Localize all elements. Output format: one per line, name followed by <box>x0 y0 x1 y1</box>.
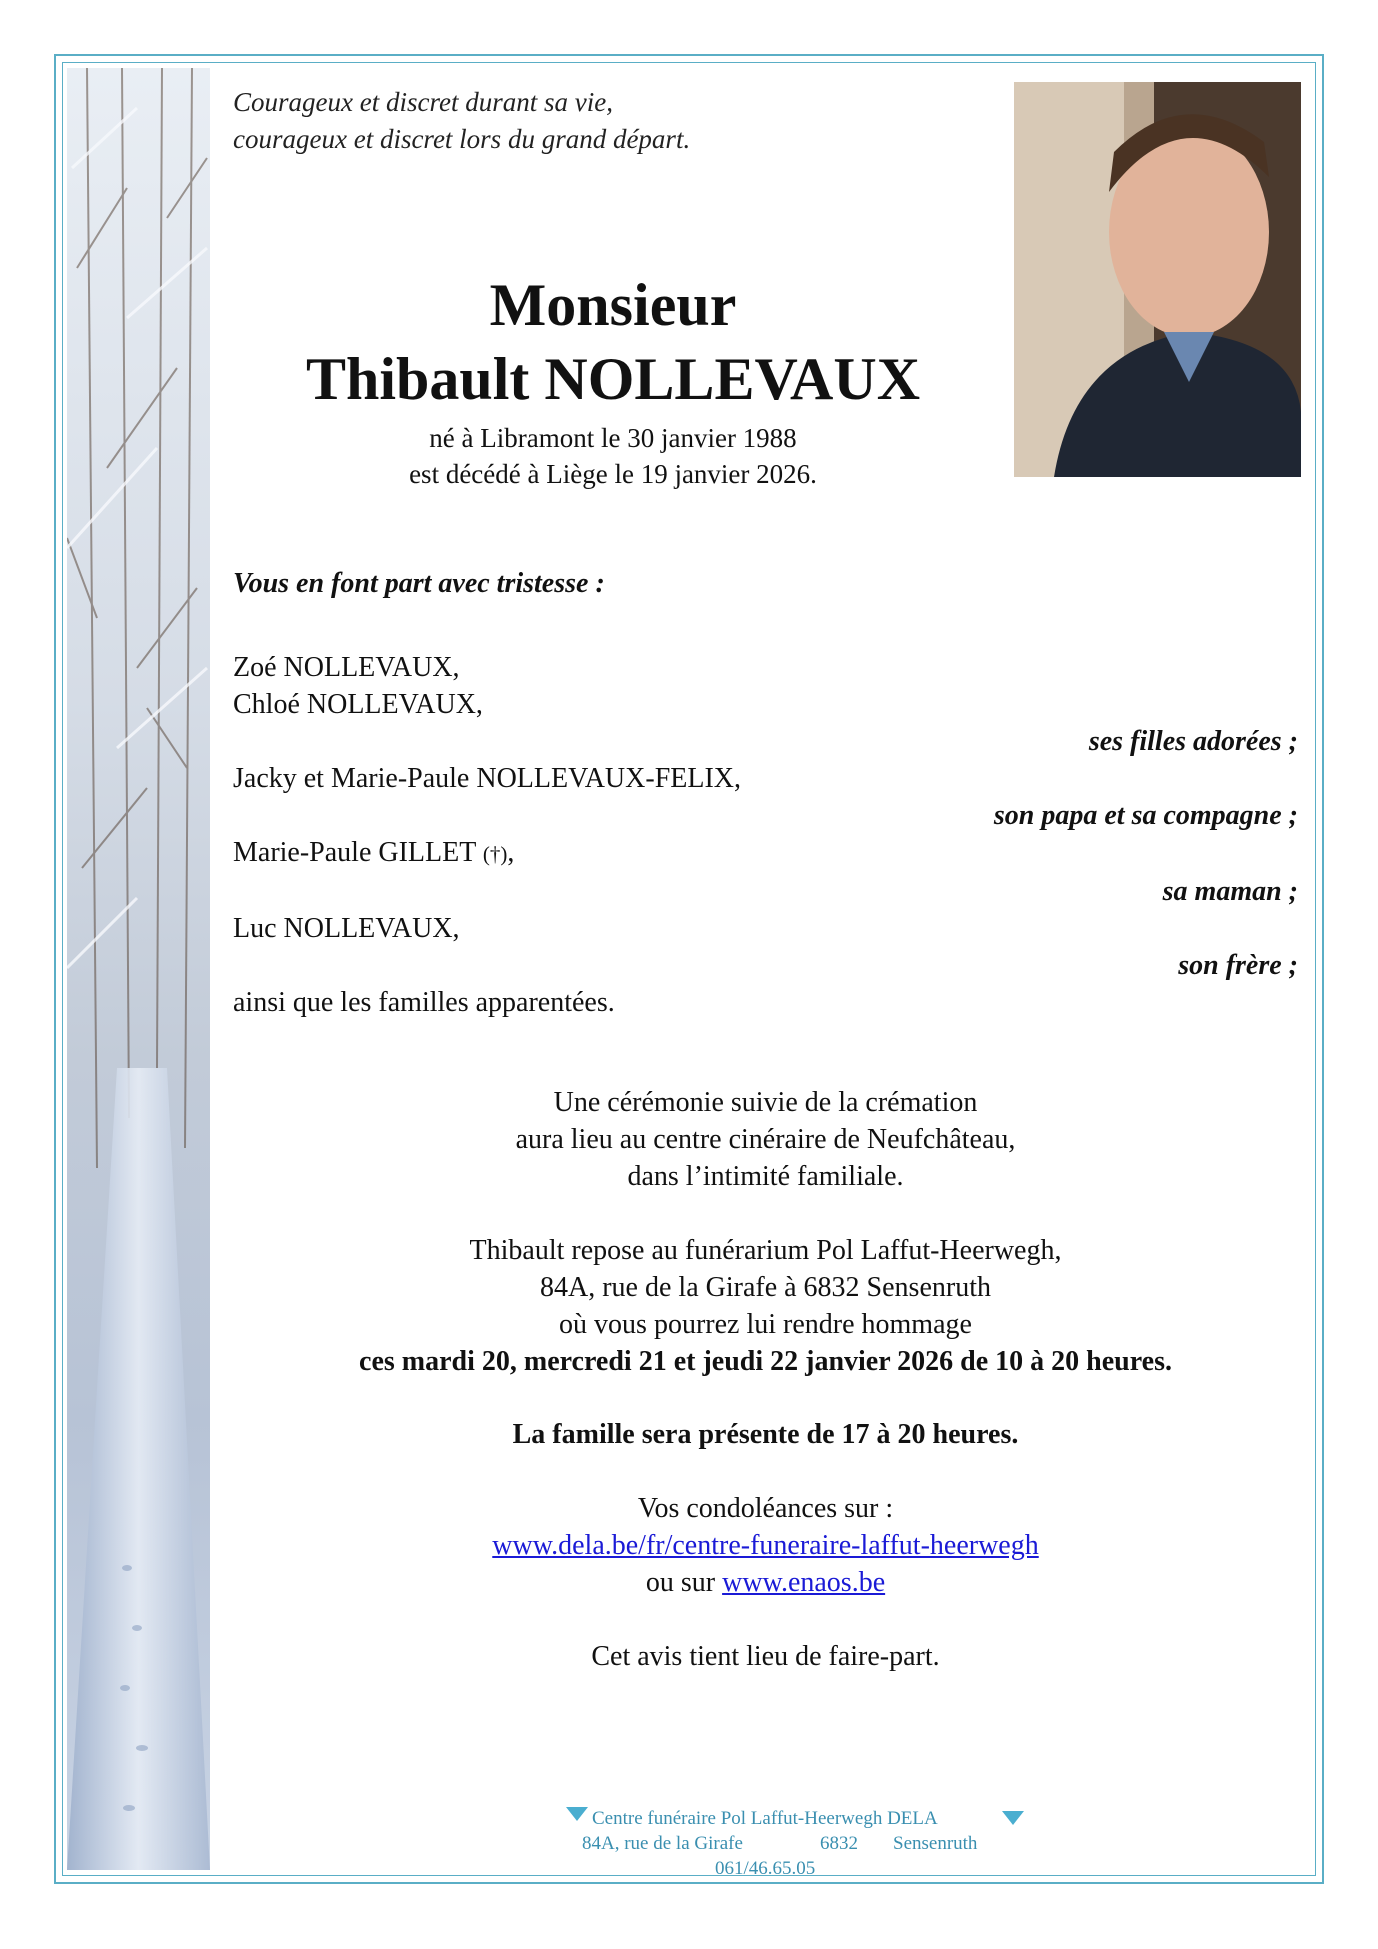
verse-line: courageux et discret lors du grand départ. <box>233 124 691 154</box>
honorific: Monsieur <box>489 272 737 338</box>
relation-label: ses filles adorées ; <box>1088 726 1298 757</box>
relation-label: son papa et sa compagne ; <box>993 800 1298 831</box>
life-dates <box>233 420 993 492</box>
announcement: Vous en font part avec tristesse : <box>233 568 605 599</box>
relation-label: son frère ; <box>1178 950 1298 981</box>
company-city: Sensenruth <box>893 1833 978 1854</box>
family-member <box>233 834 1298 873</box>
portrait-photo <box>1014 82 1301 477</box>
company-phone: 061/46.65.05 <box>715 1858 816 1879</box>
dela-logo-icon <box>566 1807 588 1821</box>
member-name: Marie-Paule GILLET <box>233 837 476 868</box>
ceremony-line: Une cérémonie suivie de la crémation <box>553 1087 978 1118</box>
family-member: Chloé NOLLEVAUX, <box>233 689 483 720</box>
or-text: ou sur <box>645 1567 723 1598</box>
winter-forest-image <box>67 68 210 1870</box>
company-name: Centre funéraire Pol Laffut-Heerwegh DELA <box>592 1808 938 1829</box>
company-street: 84A, rue de la Girafe <box>582 1833 743 1854</box>
condolences-intro: Vos condoléances sur : <box>637 1493 894 1524</box>
condolences-info <box>233 1490 1298 1601</box>
family-member: Luc NOLLEVAUX, <box>233 913 460 944</box>
death-line: est décédé à Liège le 19 janvier 2026. <box>409 459 817 489</box>
family-list <box>233 649 1298 1021</box>
viewing-line: Thibault repose au funérarium Pol Laffut-Heerwegh, <box>469 1235 1062 1266</box>
epitaph-verse <box>233 84 953 158</box>
family-others: ainsi que les familles apparentées. <box>233 987 615 1018</box>
viewing-line: 84A, rue de la Girafe à 6832 Sensenruth <box>540 1272 991 1303</box>
dela-link[interactable]: www.dela.be/fr/centre-funeraire-laffut-heerwegh <box>492 1530 1039 1561</box>
ceremony-line: aura lieu au centre cinéraire de Neufchâteau, <box>515 1124 1016 1155</box>
deceased-name: Thibault NOLLEVAUX <box>305 346 921 412</box>
company-postcode: 6832 <box>820 1833 858 1854</box>
family-member: Jacky et Marie-Paule NOLLEVAUX-FELIX, <box>233 763 742 794</box>
punctuation: , <box>507 837 515 868</box>
deceased-mark: (†) <box>482 842 508 866</box>
deceased-block <box>233 268 993 492</box>
ceremony-info <box>233 1084 1298 1195</box>
verse-line: Courageux et discret durant sa vie, <box>233 87 613 117</box>
enaos-link[interactable]: www.enaos.be <box>722 1567 886 1598</box>
dela-logo-icon <box>1002 1811 1024 1825</box>
viewing-line: où vous pourrez lui rendre hommage <box>559 1309 972 1340</box>
closing-note: Cet avis tient lieu de faire-part. <box>591 1641 940 1672</box>
birth-line: né à Libramont le 30 janvier 1988 <box>429 423 797 453</box>
family-member: Zoé NOLLEVAUX, <box>233 652 460 683</box>
relation-label: sa maman ; <box>1162 876 1298 907</box>
ceremony-line: dans l’intimité familiale. <box>627 1161 904 1192</box>
viewing-info <box>233 1232 1298 1380</box>
viewing-dates: ces mardi 20, mercredi 21 et jeudi 22 janvier 2026 de 10 à 20 heures. <box>359 1346 1172 1377</box>
family-presence: La famille sera présente de 17 à 20 heures. <box>512 1419 1019 1450</box>
